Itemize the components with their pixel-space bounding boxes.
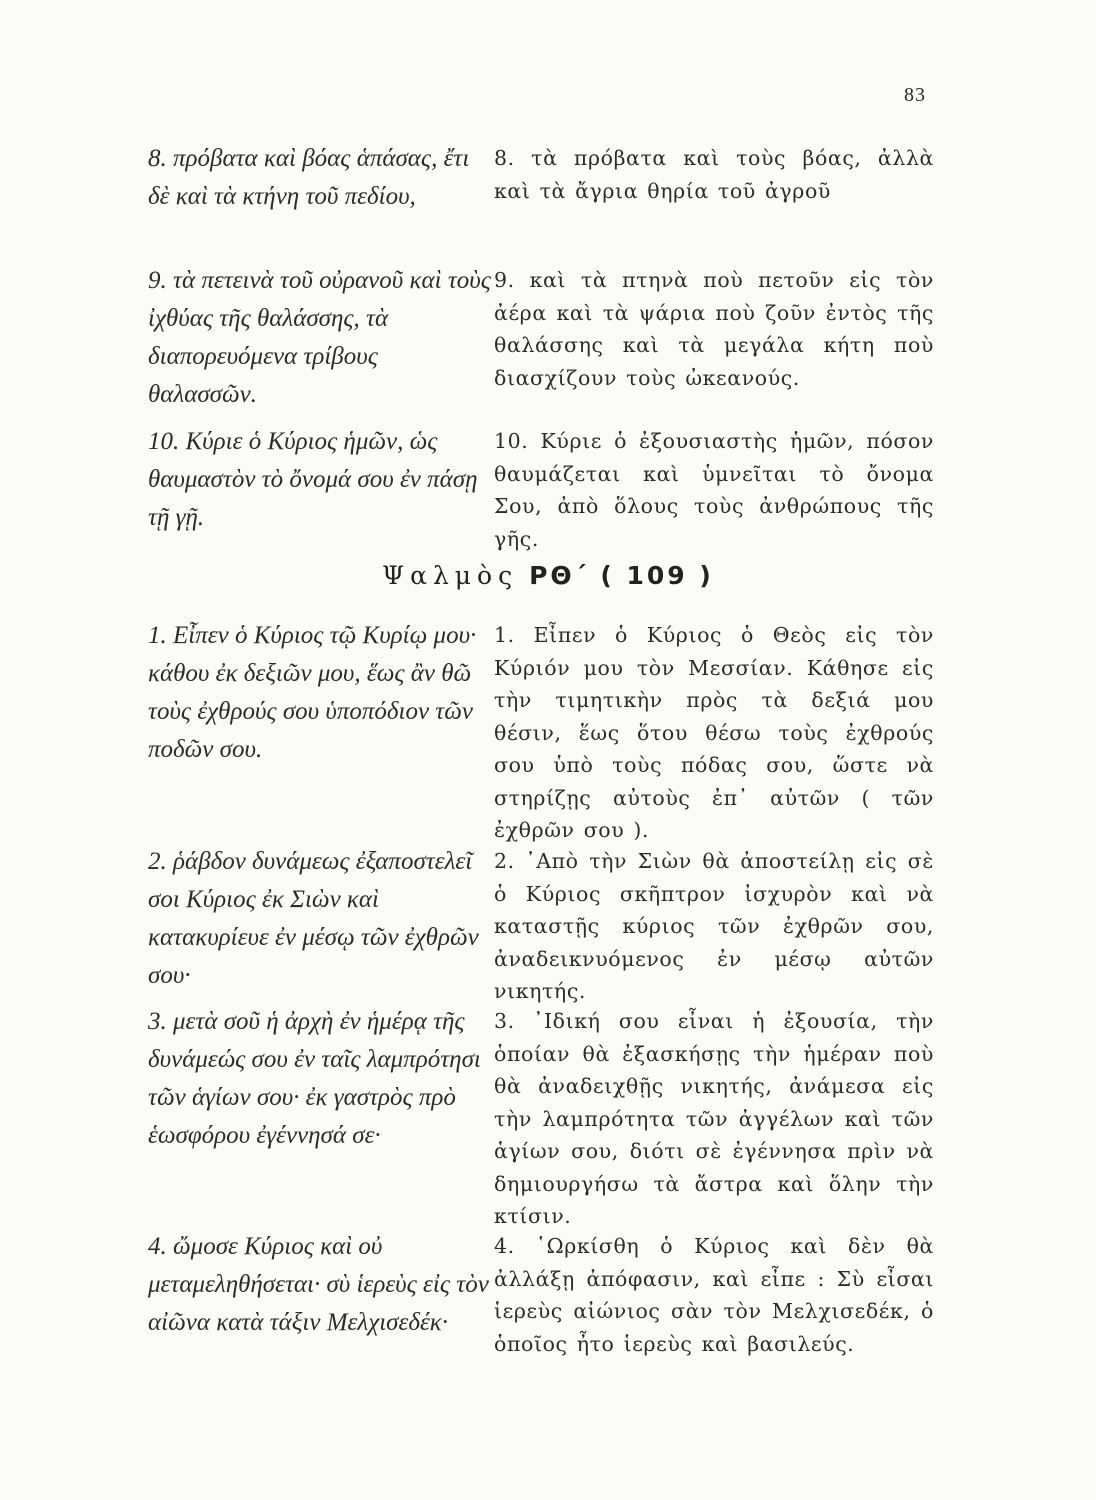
psalm-ref: ΡΘ΄ ( 109 ) — [529, 561, 714, 590]
verse-2-original: 2. ῥάβδον δυνάμεως ἐξαποστελεῖ σοι Κύριος ἐκ Σιὼν καὶ κατακυρίευε ἐν μέσῳ τῶν ἐχθρῶν σου· — [148, 848, 479, 989]
verse-10-original: 10. Κύριε ὁ Κύριος ἡμῶν, ὡς θαυμαστὸν τὸ ὄνομά σου ἐν πάσῃ τῇ γῇ. — [148, 428, 478, 531]
verse-8-original: 8. πρόβατα καὶ βόας ἁπάσας, ἔτι δὲ καὶ τὰ κτήνη τοῦ πεδίου, — [148, 145, 470, 210]
verse-1-original: 1. Εἶπεν ὁ Κύριος τῷ Κυρίῳ μου· κάθου ἐκ δεξιῶν μου, ἕως ἂν θῶ τοὺς ἐχθρούς σου ὑποπόδιον τῶν ποδῶν σου. — [148, 622, 477, 763]
verse-8-translation: 8. τὰ πρόβατα καὶ τοὺς βόας, ἀλλὰ καὶ τὰ ἄγρια θηρία τοῦ ἀγροῦ — [494, 146, 934, 203]
verse-10-translation: 10. Κύριε ὁ ἐξουσιαστὴς ἡμῶν, πόσον θαυμάζεται καὶ ὑμνεῖται τὸ ὄνομα Σου, ἀπὸ ὅλους τοὺς ἀνθρώπους τῆς γῆς. — [494, 429, 934, 551]
verse-4-translation: 4. ῾Ωρκίσθη ὁ Κύριος καὶ δὲν θὰ ἀλλάξῃ ἀπόφασιν, καὶ εἶπε : Σὺ εἶσαι ἱερεὺς αἰώνιος σὰν τὸν Μελχισεδέκ, ὁ ὁποῖος ἦτο ἱερεὺς καὶ βασιλεύς. — [494, 1234, 934, 1356]
verse-9-translation: 9. καὶ τὰ πτηνὰ ποὺ πετοῦν εἰς τὸν ἀέρα καὶ τὰ ψάρια ποὺ ζοῦν ἐντὸς τῆς θαλάσσης καὶ τὰ μεγάλα κήτη ποὺ διασχίζουν τοὺς ὠκεανούς. — [494, 268, 934, 390]
psalm-heading — [0, 561, 1096, 590]
page-number: 83 — [904, 84, 926, 106]
verse-2-translation: 2. ᾿Απὸ τὴν Σιὼν θὰ ἀποστείλῃ εἰς σὲ ὁ Κύριος σκῆπτρον ἰσχυρὸν καὶ νὰ καταστῇς κύριος τῶν ἐχθρῶν σου, ἀναδεικνυόμενος ἐν μέσῳ αὐτῶν νικητής. — [494, 849, 934, 1003]
psalm-title: Ψαλμὸς — [382, 561, 519, 590]
verse-3-translation: 3. ᾿Ιδική σου εἶναι ἡ ἐξουσία, τὴν ὁποίαν θὰ ἐξασκήσῃς τὴν ἡμέραν ποὺ θὰ ἀναδειχθῇς νικητής, ἀνάμεσα εἰς τὴν λαμπρότητα τῶν ἀγγέλων καὶ τῶν ἁγίων σου, διότι σὲ ἐγέννησα πρὶν νὰ δημιουργήσω τὰ ἄστρα καὶ ὅλην τὴν κτίσιν. — [494, 1009, 934, 1228]
verse-3-original: 3. μετὰ σοῦ ἡ ἀρχὴ ἐν ἡμέρᾳ τῆς δυνάμεώς σου ἐν ταῖς λαμπρότησι τῶν ἁγίων σου· ἐκ γαστρὸς πρὸ ἑωσφόρου ἐγέννησά σε· — [148, 1008, 481, 1149]
verse-1-translation: 1. Εἶπεν ὁ Κύριος ὁ Θεὸς εἰς τὸν Κύριόν μου τὸν Μεσσίαν. Κάθησε εἰς τὴν τιμητικὴν πρὸς τὰ δεξιά μου θέσιν, ἕως ὅτου θέσω τοὺς ἐχθρούς σου ὑπὸ τοὺς πόδας σου, ὥστε νὰ στηρίζῃς αὐτοὺς ἐπ᾽ αὐτῶν ( τῶν ἐχθρῶν σου ). — [494, 623, 934, 842]
verse-4-original: 4. ὤμοσε Κύριος καὶ οὐ μεταμεληθήσεται· σὺ ἱερεὺς εἰς τὸν αἰῶνα κατὰ τάξιν Μελχισεδέκ· — [148, 1233, 489, 1336]
verse-9-original: 9. τὰ πετεινὰ τοῦ οὐρανοῦ καὶ τοὺς ἰχθύας τῆς θαλάσσης, τὰ διαπορευόμενα τρίβους θαλασσῶν. — [148, 267, 491, 408]
